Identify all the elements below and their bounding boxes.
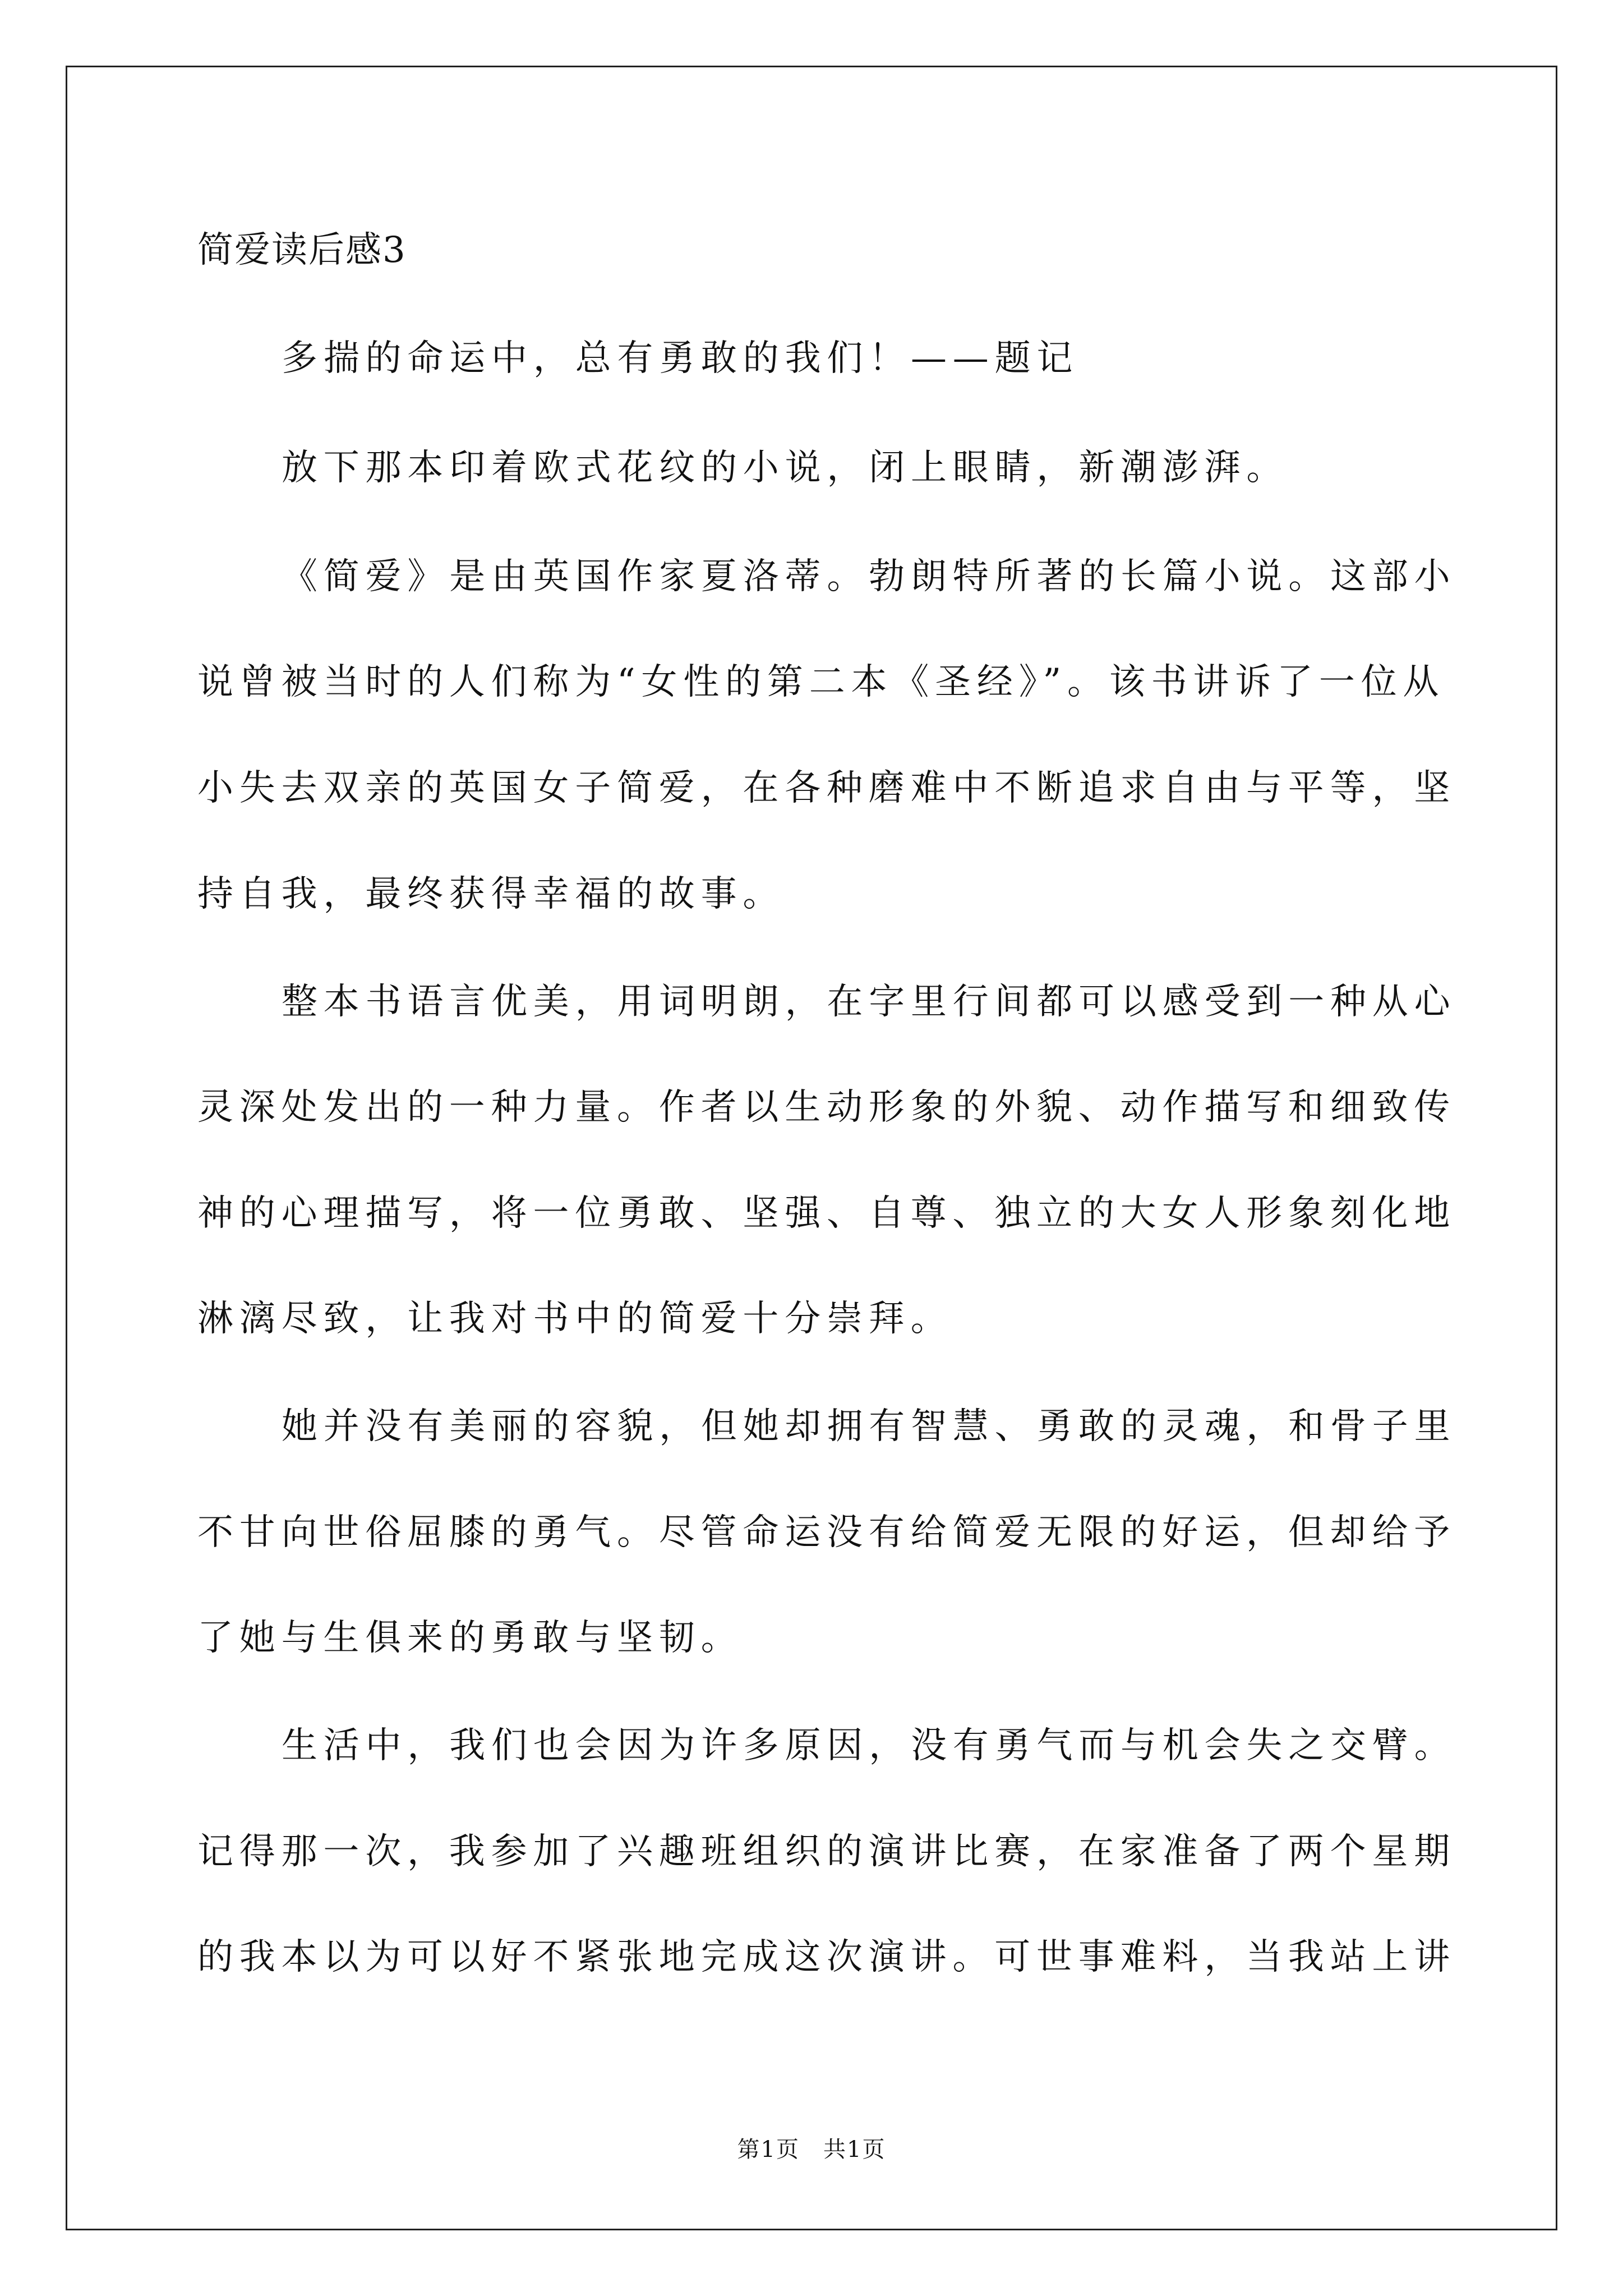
- paragraph-line: 不甘向世俗屈膝的勇气。尽管命运没有给简爱无限的好运，但却给予: [197, 1512, 1456, 1553]
- paragraph-line: 的我本以为可以好不紧张地完成这次演讲。可世事难料，当我站上讲: [197, 1936, 1456, 1978]
- paragraph-line: 生活中，我们也会因为许多原因，没有勇气而与机会失之交臂。: [282, 1725, 1456, 1766]
- epigraph-line: 多揣的命运中，总有勇敢的我们！——题记: [282, 338, 1079, 379]
- paragraph-line: 神的心理描写，将一位勇敢、坚强、自尊、独立的大女人形象刻化地: [197, 1193, 1456, 1234]
- paragraph-line: 她并没有美丽的容貌，但她却拥有智慧、勇敢的灵魂，和骨子里: [282, 1406, 1456, 1447]
- paragraph-line: 淋漓尽致，让我对书中的简爱十分崇拜。: [197, 1298, 953, 1340]
- document-title: 简爱读后感3: [197, 229, 407, 271]
- paragraph-line: 灵深处发出的一种力量。作者以生动形象的外貌、动作描写和细致传: [197, 1087, 1456, 1128]
- paragraph-line: 放下那本印着欧式花纹的小说，闭上眼睛，新潮澎湃。: [282, 447, 1289, 489]
- paragraph-line: 《简爱》是由英国作家夏洛蒂。勃朗特所著的长篇小说。这部小: [282, 556, 1456, 597]
- paragraph-line: 小失去双亲的英国女子简爱，在各种磨难中不断追求自由与平等，坚: [197, 767, 1456, 809]
- paragraph-line: 记得那一次，我参加了兴趣班组织的演讲比赛，在家准备了两个星期: [197, 1831, 1456, 1872]
- paragraph-line: 持自我，最终获得幸福的故事。: [197, 873, 785, 915]
- paragraph-line: 了她与生俱来的勇敢与坚韧。: [197, 1617, 743, 1659]
- page-number-footer: 第1页 共1页: [737, 2137, 886, 2162]
- paragraph-line: 说曾被当时的人们称为“女性的第二本《圣经》”。该书讲诉了一位从: [197, 661, 1445, 703]
- paragraph-line: 整本书语言优美，用词明朗，在字里行间都可以感受到一种从心: [282, 981, 1456, 1023]
- page-border: [66, 66, 1557, 2230]
